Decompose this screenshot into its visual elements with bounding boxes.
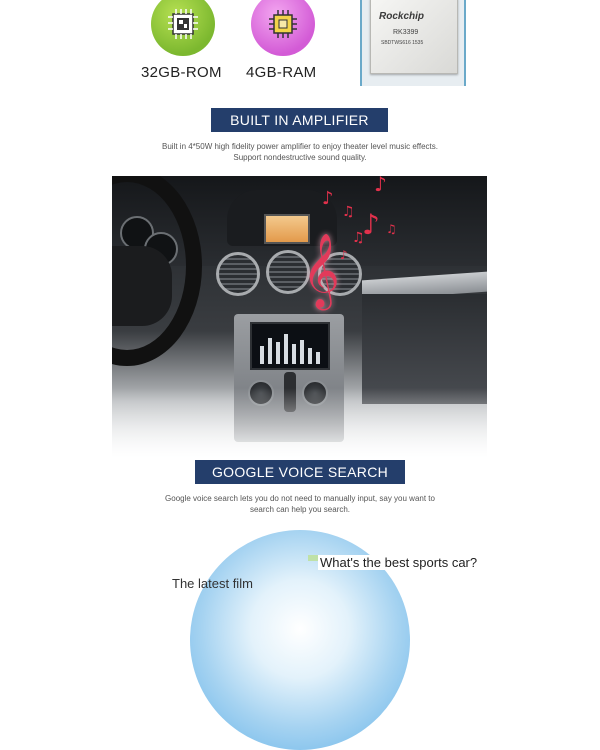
ram-capacity-label: 4GB-RAM — [246, 64, 317, 81]
rom-chip-icon — [151, 0, 215, 56]
voice-search-description-line1: Google voice search lets you do not need to manually input, say you want to — [165, 494, 435, 503]
music-note-icon: ♫ — [352, 230, 365, 246]
rom-capacity-label: 32GB-ROM — [141, 64, 222, 81]
equalizer-bar — [292, 344, 296, 364]
car-interior-image — [112, 176, 487, 458]
amplifier-description-line1: Built in 4*50W high fidelity power amplifier to enjoy theater level music effects. — [162, 142, 438, 151]
music-note-icon: ♪ — [340, 248, 348, 262]
ram-chip-icon — [251, 0, 315, 56]
equalizer-bar — [276, 342, 280, 364]
processor-code: SBDTWS616 1535 — [381, 40, 424, 46]
image-fade — [112, 388, 487, 458]
equalizer-bar — [300, 340, 304, 364]
music-note-icon: ♫ — [386, 222, 397, 236]
amplifier-description-line2: Support nondestructive sound quality. — [233, 153, 367, 162]
voice-search-description — [130, 493, 470, 515]
music-note-icon: ♫ — [342, 204, 355, 220]
equalizer-bar — [260, 346, 264, 364]
equalizer-bar — [268, 338, 272, 364]
treble-clef-icon: 𝄞 — [302, 234, 340, 308]
voice-search-title: GOOGLE VOICE SEARCH — [195, 460, 405, 484]
equalizer-bar — [308, 348, 312, 364]
voice-query-latest-film: The latest film — [172, 576, 253, 591]
processor-brand: Rockchip — [379, 11, 425, 22]
equalizer-bar — [284, 334, 288, 364]
amplifier-title: BUILT IN AMPLIFIER — [211, 108, 388, 132]
processor-image — [360, 0, 466, 86]
equalizer-bar — [316, 352, 320, 364]
air-vent-left — [216, 252, 260, 296]
steering-wheel-hub — [112, 246, 172, 326]
processor-chip — [370, 0, 458, 74]
amplifier-description — [120, 141, 480, 163]
voice-search-description-line2: search can help you search. — [249, 505, 351, 514]
music-note-icon: ♪ — [374, 176, 387, 196]
music-note-icon: ♪ — [362, 208, 380, 241]
voice-query-sports-car: What's the best sports car? — [320, 555, 478, 570]
head-unit-screen — [250, 322, 330, 370]
processor-model: RK3399 — [393, 29, 419, 36]
music-note-icon: ♪ — [322, 188, 334, 209]
